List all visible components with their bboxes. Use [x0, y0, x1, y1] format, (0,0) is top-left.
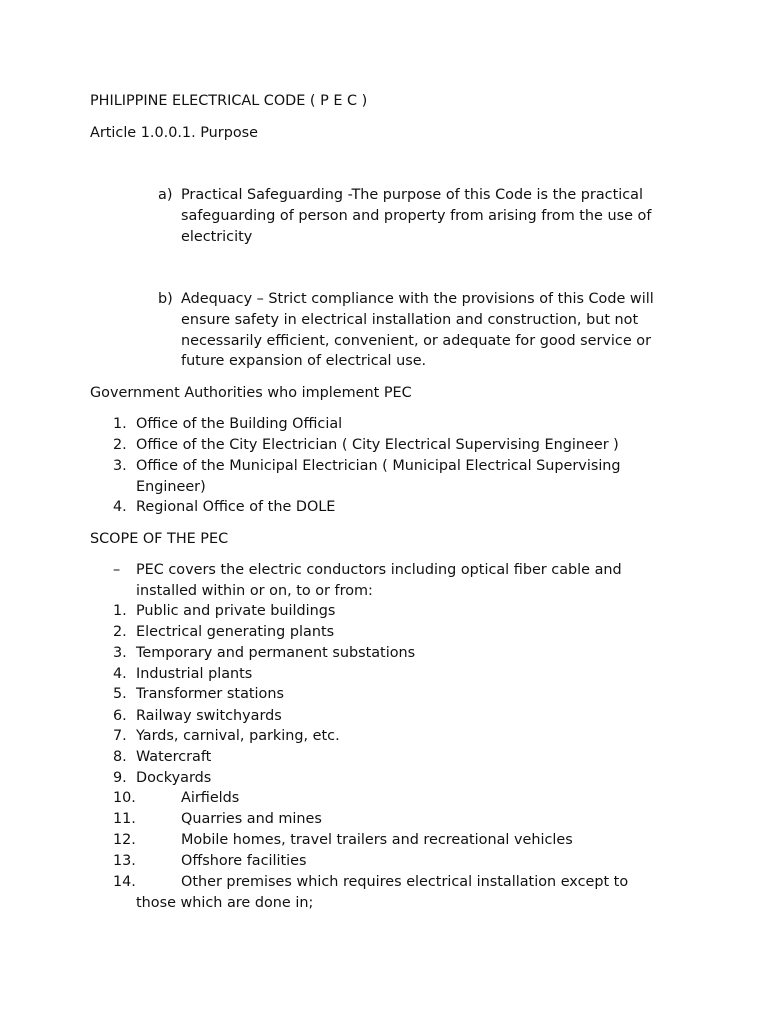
list-item-marker: 14.	[113, 874, 136, 890]
list-item: Railway switchyards	[136, 708, 282, 724]
list-item-marker: 1.	[113, 416, 127, 432]
list-item: Temporary and permanent substations	[136, 645, 416, 661]
list-item: Office of the Building Official	[136, 416, 343, 432]
list-item: Electrical generating plants	[136, 624, 335, 640]
list-item-marker: 7.	[113, 728, 127, 744]
list-item: Office of the City Electrician ( City Electrical Supervising Engineer )	[136, 437, 619, 453]
list-item: Public and private buildings	[136, 603, 336, 619]
list-item-marker: 3.	[113, 645, 127, 661]
list-item-marker: 12.	[113, 832, 136, 848]
list-item-marker: 1.	[113, 603, 127, 619]
list-item-continuation: those which are done in;	[136, 895, 314, 911]
authorities-heading: Government Authorities who implement PEC	[90, 385, 412, 401]
list-item-marker: 11.	[113, 811, 136, 827]
list-item: Other premises which requires electrical installation except to	[181, 874, 629, 890]
list-item: Yards, carnival, parking, etc.	[136, 728, 340, 744]
scope-intro: PEC covers the electric conductors including optical fiber cable and installed within or on, to or from:	[136, 562, 622, 599]
purpose-item-text: Practical Safeguarding -The purpose of this Code is the practical safeguarding of person and property from arising from the use of electricity	[181, 187, 652, 245]
list-item-marker: 4.	[113, 499, 127, 515]
dash-marker: –	[113, 562, 121, 578]
list-item-marker: 9.	[113, 770, 127, 786]
list-item: Offshore facilities	[181, 853, 307, 869]
purpose-item-marker: b)	[158, 291, 173, 307]
list-item: Regional Office of the DOLE	[136, 499, 336, 515]
list-item: Watercraft	[136, 749, 212, 765]
list-item: Transformer stations	[136, 686, 284, 702]
document-title: PHILIPPINE ELECTRICAL CODE ( P E C )	[90, 93, 368, 109]
list-item: Airfields	[181, 790, 240, 806]
article-heading: Article 1.0.0.1. Purpose	[90, 125, 258, 141]
list-item: Mobile homes, travel trailers and recreational vehicles	[181, 832, 573, 848]
list-item: Quarries and mines	[181, 811, 322, 827]
list-item-marker: 2.	[113, 437, 127, 453]
list-item-marker: 2.	[113, 624, 127, 640]
purpose-item-marker: a)	[158, 187, 173, 203]
list-item-marker: 6.	[113, 708, 127, 724]
scope-heading: SCOPE OF THE PEC	[90, 531, 229, 547]
list-item: Office of the Municipal Electrician ( Municipal Electrical Supervising Engineer)	[136, 458, 621, 495]
list-item-marker: 13.	[113, 853, 136, 869]
list-item: Industrial plants	[136, 666, 253, 682]
list-item-marker: 8.	[113, 749, 127, 765]
purpose-item-text: Adequacy – Strict compliance with the provisions of this Code will ensure safety in electrical installation and construction, but not necessarily efficient, convenient, or adequate for good service or future expansion of electrical use.	[181, 291, 654, 370]
list-item-marker: 4.	[113, 666, 127, 682]
list-item: Dockyards	[136, 770, 212, 786]
list-item-marker: 10.	[113, 790, 136, 806]
list-item-marker: 3.	[113, 458, 127, 474]
list-item-marker: 5.	[113, 686, 127, 702]
